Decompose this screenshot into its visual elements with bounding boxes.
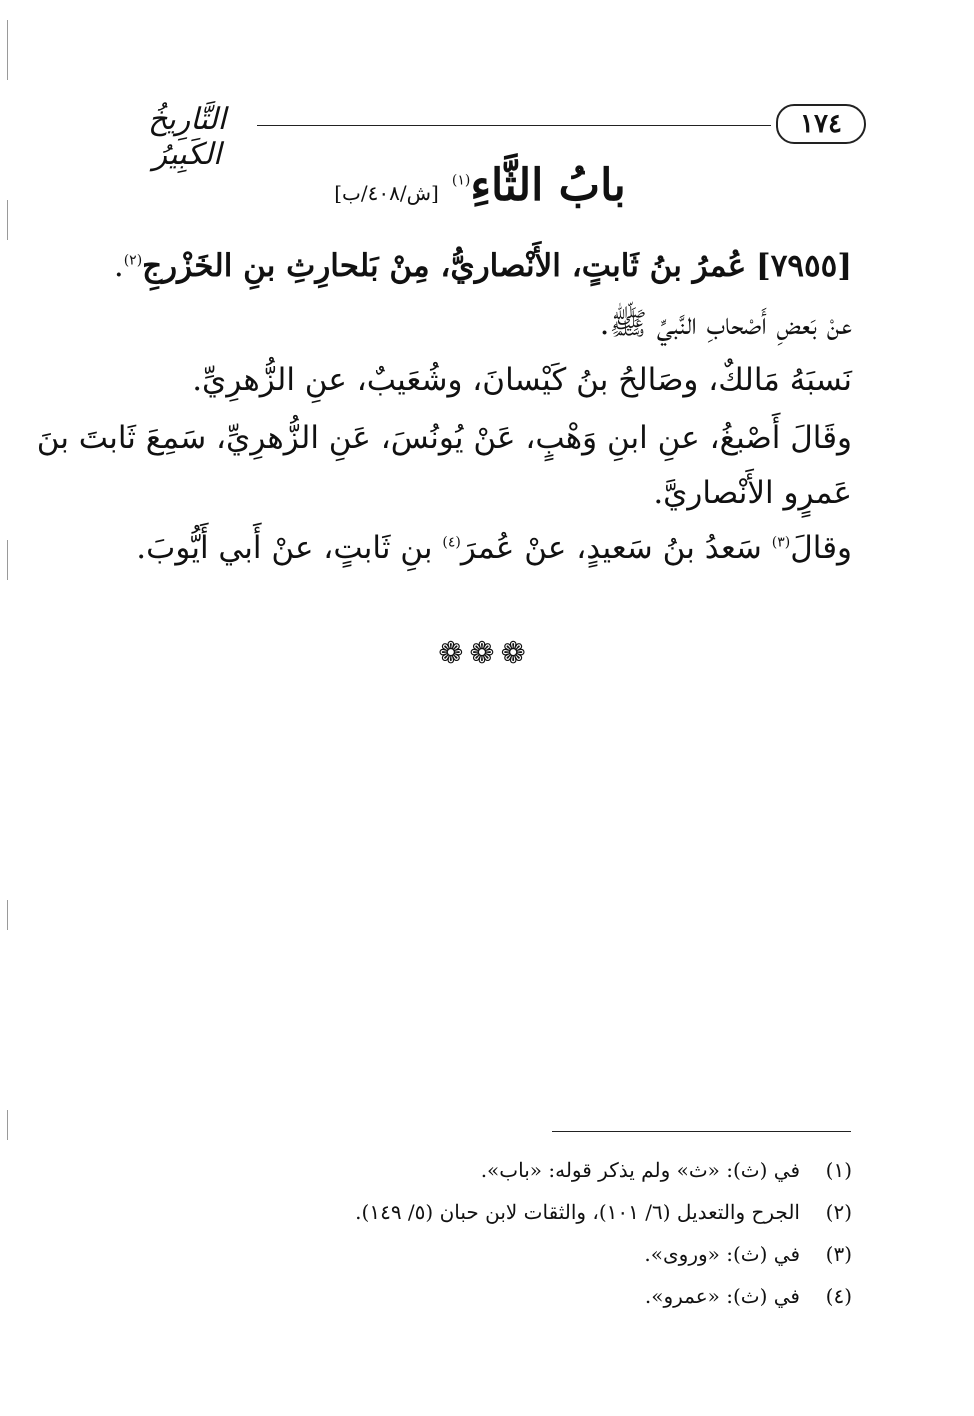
scan-edge-mark	[7, 1110, 8, 1140]
chapter-title	[452, 160, 626, 211]
scan-edge-mark	[7, 900, 8, 930]
footnote-ref: (٤)	[442, 534, 461, 551]
ornament-flower-icon: ❁	[500, 636, 526, 671]
footnote	[644, 1242, 852, 1266]
page-number-text: ١٧٤	[800, 109, 842, 139]
entry-name-end: .	[113, 248, 124, 284]
entry-number: [٧٩٥٥]	[756, 248, 852, 284]
body-line	[136, 530, 852, 566]
footnote-text: الجرح والتعديل (٦/ ١٠١)، والثقات لابن حبان (٥/ ١٤٩).	[355, 1200, 800, 1224]
footnote	[481, 1158, 852, 1182]
entry-heading-line	[114, 248, 852, 284]
footnote-number: (٣)	[825, 1242, 852, 1266]
ornament-flower-icon: ❁	[438, 636, 464, 671]
body-line: نَسبَهُ مَالكٌ، وصَالحُ بنُ كَيْسانَ، وشُعَيبٌ، عنِ الزُّهرِيِّ.	[192, 362, 852, 398]
running-title: التَّارِيخُ الكَبِيرُ	[148, 102, 226, 172]
manuscript-reference: [ش/٤٠٨/ب]	[334, 181, 439, 205]
footnote-text: في (ث): «عمرو».	[644, 1284, 800, 1308]
body-text-segment: بنِ ثَابتٍ، عنْ أَبي أَيُّوبَ.	[136, 530, 443, 566]
scan-edge-mark	[7, 200, 8, 240]
running-header	[112, 100, 866, 172]
footnote-number: (١)	[825, 1158, 852, 1182]
body-text-segment: سَعدُ بنُ سَعيدٍ، عنْ عُمرَ	[460, 530, 772, 566]
footnote-ref: (١)	[451, 172, 471, 189]
footnote-ref: (٢)	[123, 252, 143, 269]
footnote-number: (٤)	[825, 1284, 852, 1308]
footnote	[645, 1284, 852, 1308]
chapter-title-text: بابُ الثَّاءِ	[470, 160, 626, 211]
scan-edge-mark	[7, 540, 8, 580]
header-rule	[257, 125, 771, 126]
footnote	[355, 1200, 852, 1224]
body-line: وقَالَ أَصْبغُ، عنِ ابنِ وَهْبٍ، عَنْ يُونُسَ، عَنِ الزُّهرِيِّ، سَمِعَ ثَابتَ بنَ	[36, 420, 852, 456]
footnote-rule	[552, 1131, 851, 1132]
body-line: عنْ بَعضِ أَصْحابِ النَّبيِّ ﷺ.	[599, 306, 852, 342]
entry-name: عُمرُ بنُ ثَابتٍ، الأَنْصاريُّ، مِنْ بَلحارِثِ بنِ الخَزْرجِ	[142, 248, 747, 284]
ornament-flower-icon: ❁	[469, 636, 495, 671]
footnote-text: في (ث): «ث» ولم يذكر قوله: «باب».	[480, 1158, 800, 1182]
scan-edge-mark	[7, 20, 8, 80]
footnote-text: في (ث): «وروى».	[644, 1242, 800, 1266]
footnote-ref: (٣)	[771, 534, 791, 551]
body-text-segment: وقالَ	[790, 530, 852, 566]
section-ornament	[425, 636, 539, 672]
body-line: عَمرٍو الأَنْصاريَّ.	[653, 475, 852, 511]
footnote-number: (٢)	[825, 1200, 852, 1224]
page-number	[776, 104, 866, 144]
chapter-heading	[300, 160, 660, 230]
